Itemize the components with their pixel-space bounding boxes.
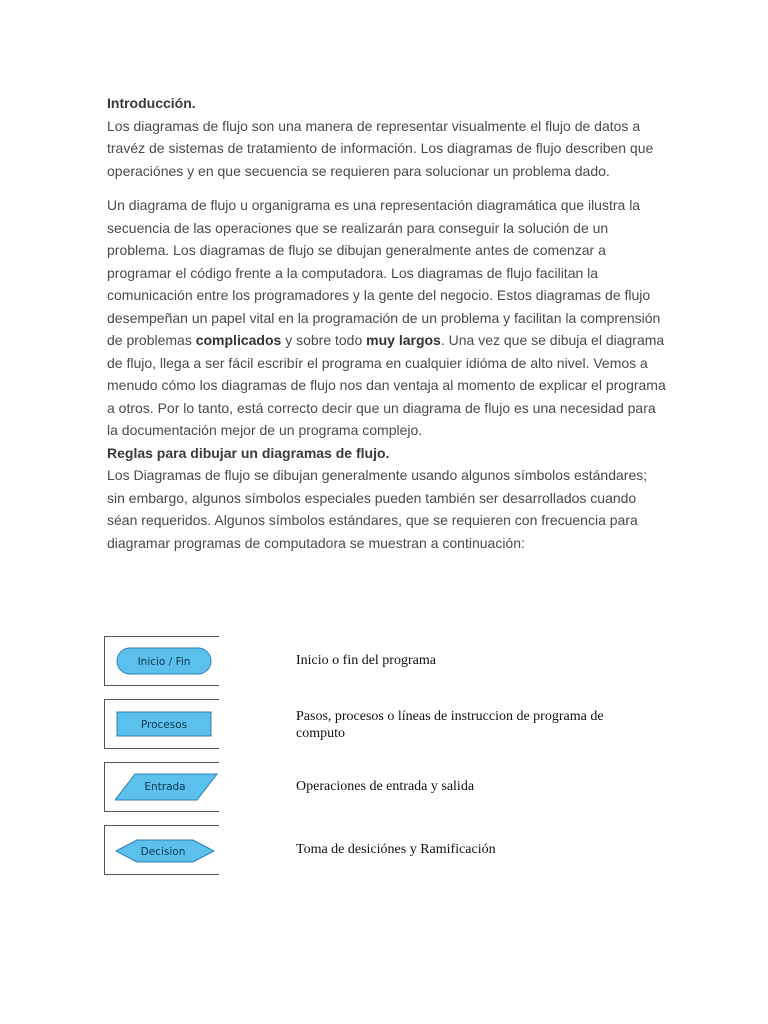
bold-muy-largos: muy largos (366, 332, 441, 348)
symbol-row-entrada (104, 762, 664, 812)
bold-complicados: complicados (195, 332, 282, 348)
document-body (107, 92, 667, 554)
process-shape-icon (115, 708, 213, 740)
intro-heading: Introducción. (107, 95, 196, 111)
svg-text:Entrada: Entrada (144, 781, 186, 793)
svg-text:Decision: Decision (140, 846, 186, 858)
terminator-symbol-box (104, 636, 219, 686)
symbols-table (104, 636, 664, 888)
intro-paragraph-1: Los diagramas de flujo son una manera de representar visualmente el flujo de datos a travéz de sistemas de tratamiento de información. Los diagramas de flujo describen que operaciónes y en que secuencia se requieren para solucionar un problema dado. (107, 117, 654, 179)
symbol-description: Inicio o fin del programa (296, 653, 436, 668)
process-symbol-box (104, 699, 219, 749)
symbol-row-inicio-fin (104, 636, 664, 686)
input-output-symbol-box (104, 762, 219, 812)
intro-paragraph-2: Un diagrama de flujo u organigrama es una representación diagramática que ilustra la secuencia de las operaciones que se realizarán para conseguir la solución de un problema. Los diagramas de flujo se dibujan generalmente antes de comenzar a programar el código frente a la computadora. Los diagramas de flujo facilitan la comunicación entre los programadores y la gente del negocio. Estos diagramas de flujo desempeñan un papel vital en la programación de un problema y facilitan la comprensión de problemas complicados y sobre todo muy largos. Una vez que se dibuja el diagrama de flujo, llega a ser fácil escribír el programa en cualquier idióma de alto nivel. Vemos a menudo cómo los diagramas de flujo nos dan ventaja al momento de explicar el programa a otros. Por lo tanto, está correcto decir que un diagrama de flujo es una necesidad para la documentación mejor de un programa complejo. (107, 197, 666, 438)
symbol-row-procesos (104, 699, 664, 749)
parallelogram-shape-icon (115, 771, 219, 803)
terminator-shape-icon (115, 645, 213, 677)
symbol-description: Pasos, procesos o líneas de instruccion de programa de computo (296, 709, 604, 741)
svg-text:Procesos: Procesos (140, 719, 188, 731)
decision-symbol-box (104, 825, 219, 875)
diamond-shape-icon (115, 834, 215, 866)
symbol-row-decision (104, 825, 664, 875)
rules-heading: Reglas para dibujar un diagramas de flujo. (107, 444, 390, 461)
svg-text:Inicio / Fin: Inicio / Fin (137, 656, 191, 668)
symbol-description: Operaciones de entrada y salida (296, 779, 475, 794)
symbol-description: Toma de desiciónes y Ramificación (296, 842, 496, 857)
rules-paragraph: Los Diagramas de flujo se dibujan generalmente usando algunos símbolos estándares; sin embargo, algunos símbolos especiales pueden también ser desarrollados cuando séan requeridos. Algunos símbolos estándares, que se requieren con frecuencia para diagramar programas de computadora se muestran a continuación: (107, 467, 648, 551)
